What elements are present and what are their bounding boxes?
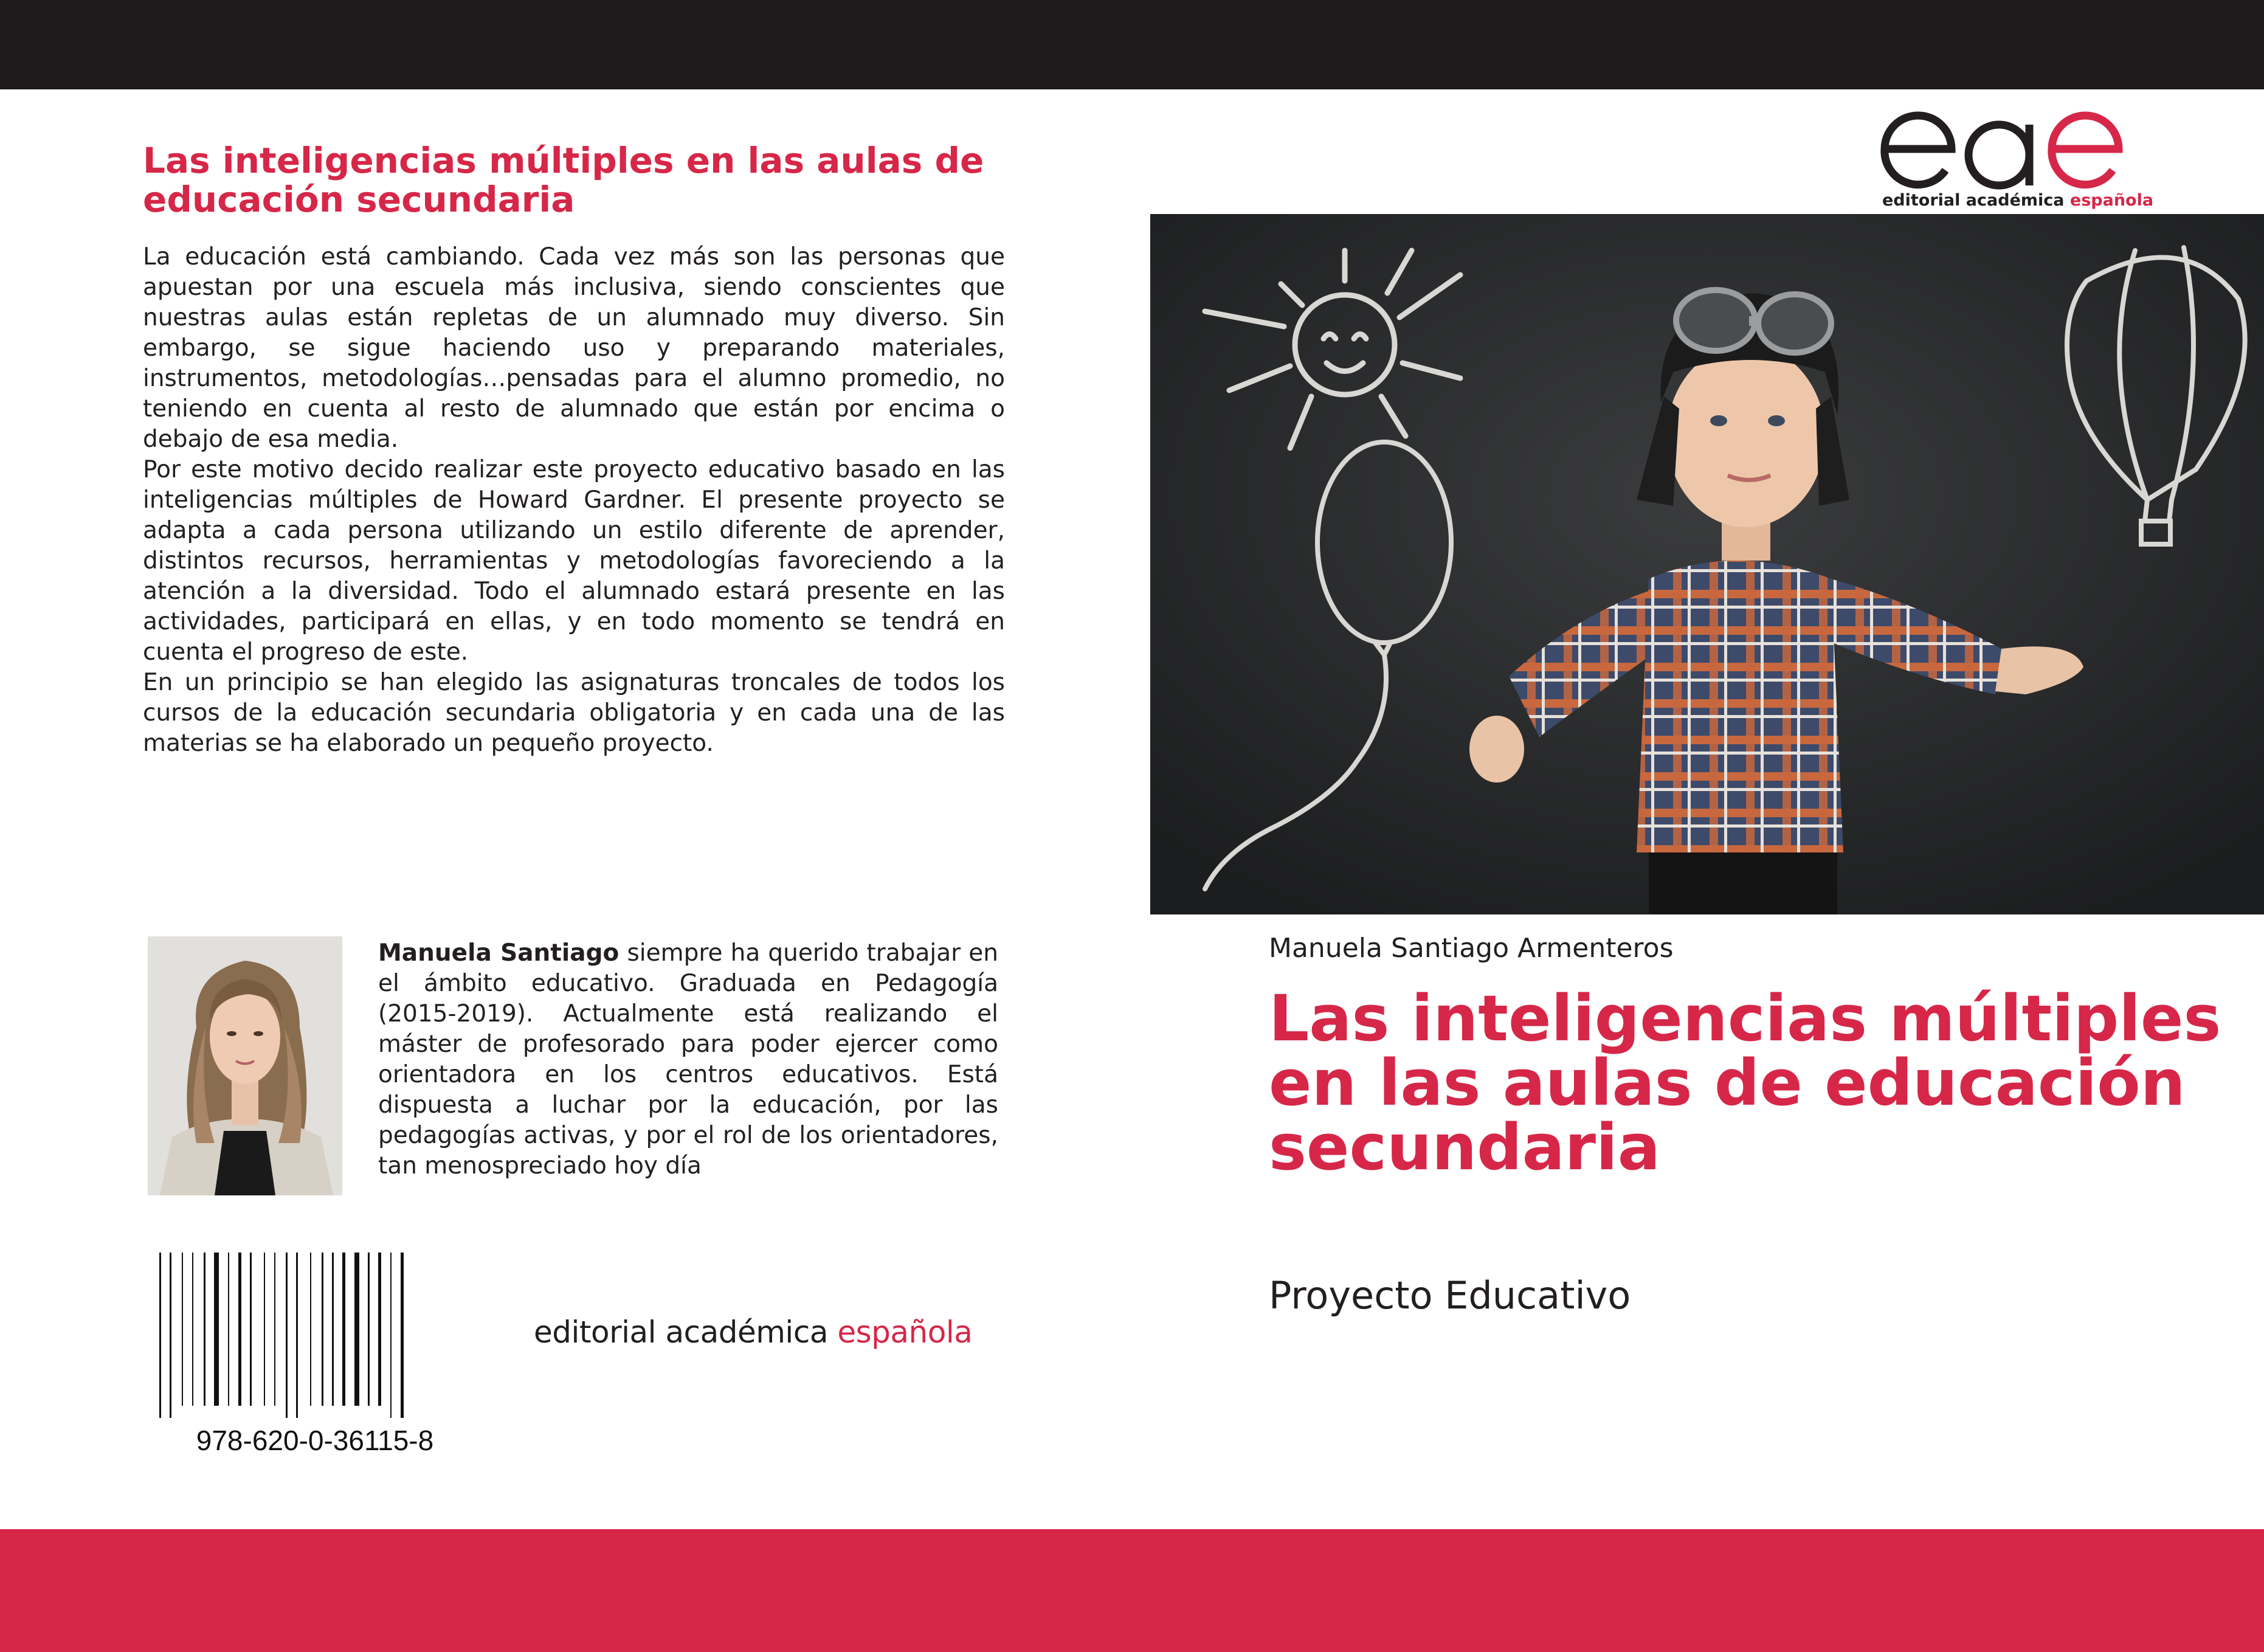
- author-bio: [378, 938, 998, 1181]
- barcode-bar: [401, 1253, 404, 1418]
- author-bio-text: siempre ha querido trabajar en el ámbito educativo. Graduada en Pedagogía (2015-2019). Actualmente está realizando el máster de profesorado para poder ejercer como orientadora en los centros educativos. Está dispuesta a luchar por la educación, por las pedagogías activas, y por el rol de los orientadores, tan menospreciado hoy día: [378, 939, 998, 1180]
- barcode-bar: [342, 1253, 345, 1406]
- cover-photo: [1150, 214, 2264, 914]
- top-band: [0, 0, 2264, 89]
- barcode-bar: [182, 1253, 183, 1406]
- barcode-bar: [378, 1253, 381, 1406]
- barcode-bar: [296, 1253, 298, 1418]
- barcode-bar: [264, 1253, 265, 1406]
- bottom-band: [0, 1529, 2264, 1652]
- barcode-bar: [286, 1253, 288, 1418]
- barcode-bar: [170, 1253, 171, 1418]
- front-cover-title: Las inteligencias múltiples en las aulas de educación secundaria: [1269, 981, 2221, 1184]
- barcode-bar: [354, 1253, 359, 1406]
- barcode-bar: [228, 1253, 229, 1406]
- back-cover-blurb: [143, 242, 1005, 759]
- barcode-bar: [332, 1253, 334, 1406]
- barcode-bar: [214, 1253, 219, 1406]
- barcode-bars: [157, 1253, 473, 1418]
- blurb-paragraph: En un principio se han elegido las asignaturas troncales de todos los cursos de la educación secundaria obligatoria y en cada una de las materias se ha elaborado un pequeño proyecto.: [143, 669, 1005, 757]
- blurb-paragraph: La educación está cambiando. Cada vez más son las personas que apuestan por una escuela más inclusiva, siendo conscientes que nuestras aulas están repletas de un alumnado muy diverso. Sin embargo, se sigue haciendo uso y preparando materiales, instrumentos, metodologías…pensadas para el alumno promedio, no teniendo en cuenta al resto de alumnado que están por encima o debajo de esa media.: [143, 243, 1005, 453]
- barcode-bar: [159, 1253, 161, 1418]
- barcode-bar: [390, 1253, 392, 1418]
- blurb-paragraph: Por este motivo decido realizar este proyecto educativo basado en las inteligencias múltiples de Howard Gardner. El presente proyecto se adapta a cada persona utilizando un estilo diferente de aprender, distintos recursos, herramientas y metodologías favoreciendo a la atención a la diversidad. Todo el alumnado estará presente en las actividades, participará en ellas, y en todo momento se tendrá en cuenta el progreso de este.: [143, 456, 1005, 666]
- back-cover-title: Las inteligencias múltiples en las aulas de educación secundaria: [143, 140, 984, 220]
- barcode-bar: [204, 1253, 205, 1406]
- publisher-wordmark-accent: española: [837, 1315, 973, 1350]
- logo-text-main: editorial académica: [1882, 191, 2070, 210]
- barcode-bar: [274, 1253, 275, 1406]
- isbn-barcode: [157, 1253, 473, 1459]
- barcode-bar: [322, 1253, 323, 1406]
- logo-text-accent: española: [2069, 191, 2154, 210]
- barcode-bar: [250, 1253, 252, 1406]
- logo-text: [1882, 191, 2153, 210]
- front-cover-author: Manuela Santiago Armenteros: [1269, 933, 1674, 964]
- front-cover-subtitle: Proyecto Educativo: [1269, 1273, 1631, 1318]
- barcode-bar: [192, 1253, 193, 1406]
- isbn-number: 978-620-0-36115-8: [196, 1425, 434, 1456]
- publisher-wordmark-main: editorial académica: [534, 1315, 838, 1350]
- author-photo: [148, 936, 342, 1195]
- barcode-bar: [368, 1253, 370, 1406]
- barcode-bar: [238, 1253, 241, 1406]
- publisher-wordmark: [534, 1315, 972, 1350]
- barcode-bar: [310, 1253, 311, 1406]
- author-bio-name: Manuela Santiago: [378, 939, 619, 967]
